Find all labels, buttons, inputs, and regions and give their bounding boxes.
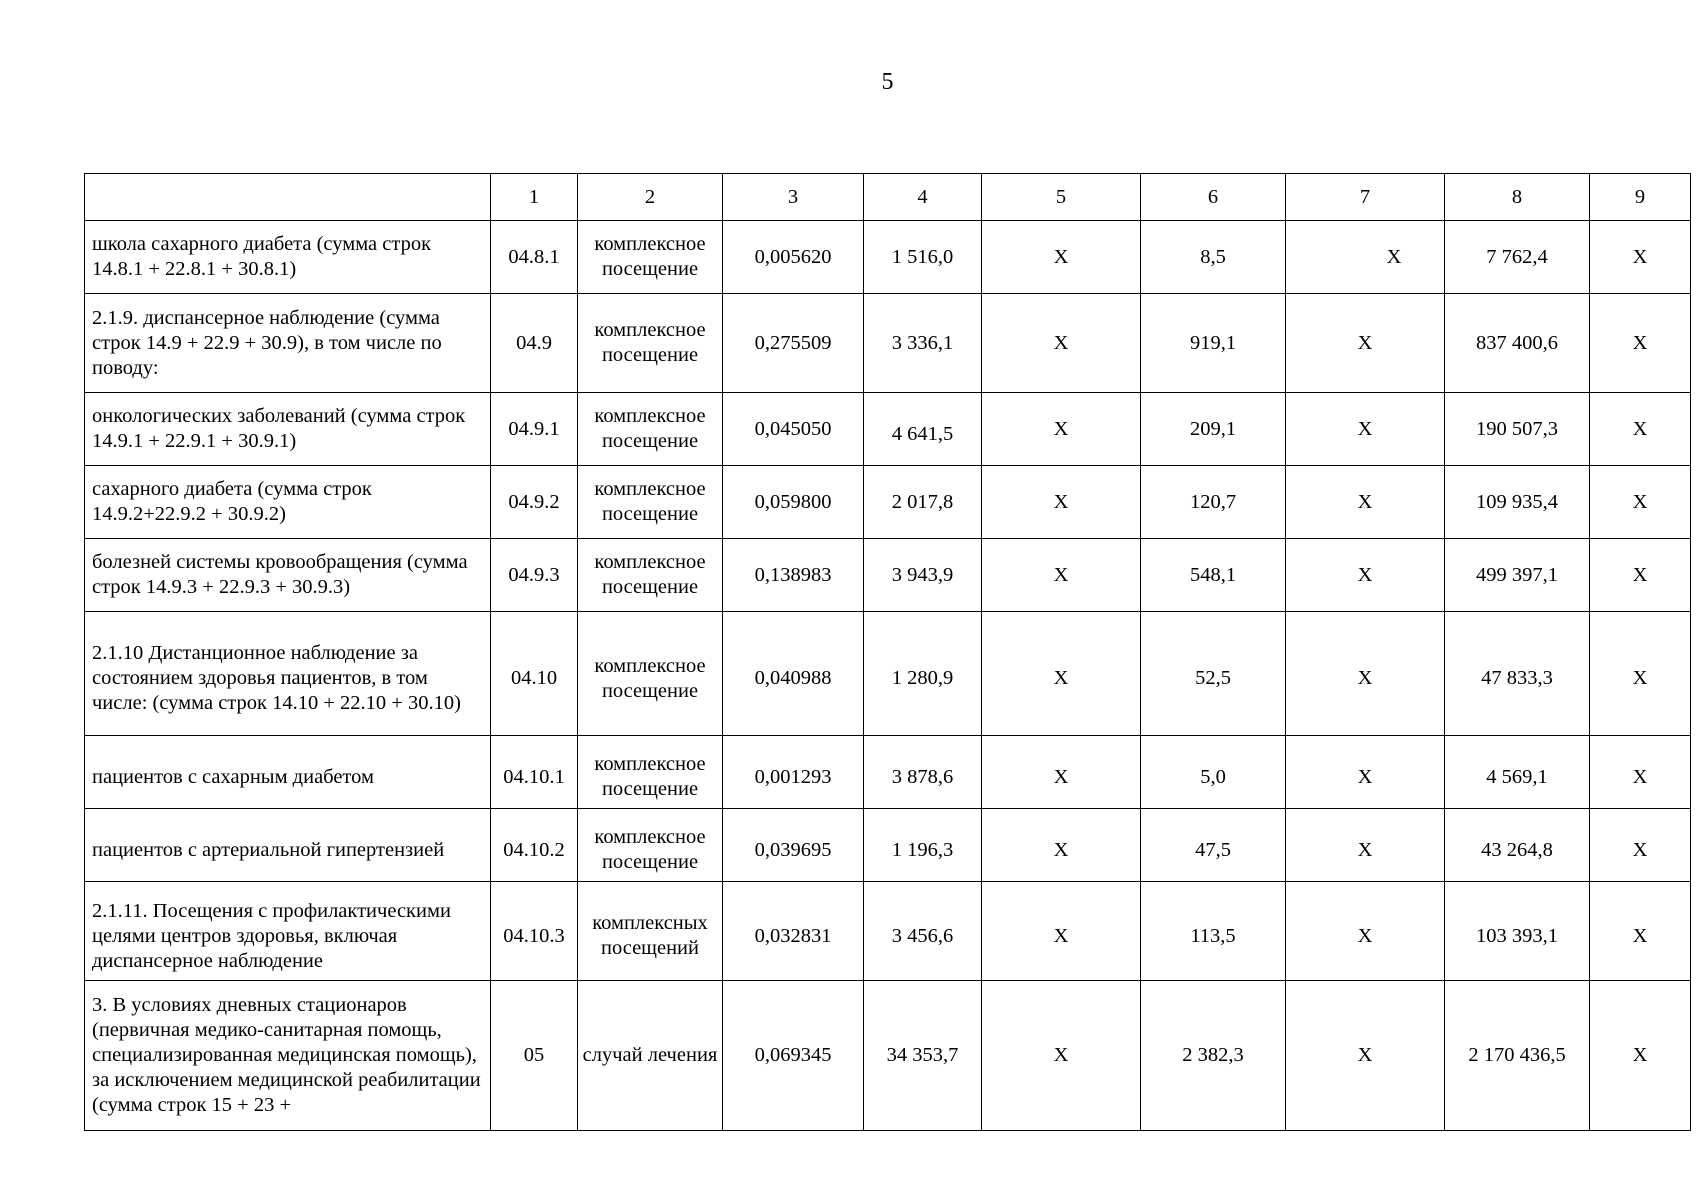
value-cell: Х [982,393,1141,466]
table-row [85,539,1691,612]
row-unit-cell: случай лечения [578,981,723,1131]
value-cell: Х [1590,736,1691,809]
row-unit-cell: комплексное посещение [578,393,723,466]
table-header-row [85,174,1691,221]
column-header: 4 [864,174,982,221]
value-cell: 1 516,0 [864,221,982,294]
value-cell: 0,045050 [723,393,864,466]
value-cell: 8,5 [1141,221,1286,294]
row-code-cell: 04.10.3 [491,882,578,981]
value-cell: 34 353,7 [864,981,982,1131]
value-cell: Х [1286,539,1445,612]
value-cell: 3 878,6 [864,736,982,809]
row-name-cell: пациентов с артериальной гипертензией [85,809,491,882]
value-cell: 4 641,5 [864,393,982,466]
row-name-cell: школа сахарного диабета (сумма строк 14.8.1 + 22.8.1 + 30.8.1) [85,221,491,294]
table-row [85,981,1691,1131]
column-header: 3 [723,174,864,221]
value-cell: 47 833,3 [1445,612,1590,736]
value-cell: Х [1286,221,1445,294]
value-cell: 47,5 [1141,809,1286,882]
value-cell: 52,5 [1141,612,1286,736]
value-cell: 3 456,6 [864,882,982,981]
row-name-cell: болезней системы кровообращения (сумма строк 14.9.3 + 22.9.3 + 30.9.3) [85,539,491,612]
value-cell: 2 382,3 [1141,981,1286,1131]
value-cell: Х [1286,294,1445,393]
value-cell: Х [1286,393,1445,466]
value-cell: Х [1286,809,1445,882]
row-code-cell: 04.10.2 [491,809,578,882]
value-cell: Х [982,466,1141,539]
row-unit-cell: комплексное посещение [578,221,723,294]
value-cell: 3 336,1 [864,294,982,393]
table-row [85,221,1691,294]
column-header: 8 [1445,174,1590,221]
value-cell: 0,040988 [723,612,864,736]
value-cell: 499 397,1 [1445,539,1590,612]
row-code-cell: 04.8.1 [491,221,578,294]
value-cell: Х [1286,466,1445,539]
row-code-cell: 04.9 [491,294,578,393]
value-cell: Х [1590,539,1691,612]
value-cell: 1 196,3 [864,809,982,882]
table-row [85,393,1691,466]
value-cell: 2 170 436,5 [1445,981,1590,1131]
value-cell: Х [1590,221,1691,294]
value-cell: 919,1 [1141,294,1286,393]
page-number: 5 [881,69,894,95]
row-name-cell: пациентов с сахарным диабетом [85,736,491,809]
value-cell: Х [1590,393,1691,466]
value-cell: 4 569,1 [1445,736,1590,809]
value-cell: Х [1286,882,1445,981]
table-row [85,736,1691,809]
value-cell: 3 943,9 [864,539,982,612]
value-cell: Х [1590,981,1691,1131]
value-cell: 43 264,8 [1445,809,1590,882]
row-unit-cell: комплексное посещение [578,736,723,809]
value-cell: 209,1 [1141,393,1286,466]
value-cell: 837 400,6 [1445,294,1590,393]
value-cell: 548,1 [1141,539,1286,612]
value-cell: 0,001293 [723,736,864,809]
value-cell: Х [1286,981,1445,1131]
value-cell: 109 935,4 [1445,466,1590,539]
value-cell: Х [1590,294,1691,393]
value-cell: 0,069345 [723,981,864,1131]
value-cell: 2 017,8 [864,466,982,539]
row-name-cell: 2.1.9. диспансерное наблюдение (сумма строк 14.9 + 22.9 + 30.9), в том числе по поводу: [85,294,491,393]
row-unit-cell: комплексное посещение [578,612,723,736]
data-table [84,173,1691,1131]
value-cell: Х [1286,612,1445,736]
value-cell: Х [982,882,1141,981]
value-cell: 1 280,9 [864,612,982,736]
column-header: 6 [1141,174,1286,221]
column-header: 2 [578,174,723,221]
row-unit-cell: комплексное посещение [578,809,723,882]
value-cell: Х [982,981,1141,1131]
row-unit-cell: комплексных посещений [578,882,723,981]
row-code-cell: 04.9.1 [491,393,578,466]
row-name-cell: 2.1.10 Дистанционное наблюдение за состоянием здоровья пациентов, в том числе: (сумма строк 14.10 + 22.10 + 30.10) [85,612,491,736]
value-cell: Х [982,809,1141,882]
value-cell: 0,059800 [723,466,864,539]
column-header: 5 [982,174,1141,221]
value-cell: Х [982,736,1141,809]
row-code-cell: 05 [491,981,578,1131]
table-row [85,809,1691,882]
value-cell: 0,032831 [723,882,864,981]
table-row [85,882,1691,981]
column-header: 1 [491,174,578,221]
row-code-cell: 04.9.2 [491,466,578,539]
column-header [85,174,491,221]
row-name-cell: 2.1.11. Посещения с профилактическими целями центров здоровья, включая диспансерное наблюдение [85,882,491,981]
table-row [85,294,1691,393]
value-cell: 7 762,4 [1445,221,1590,294]
value-cell: 0,138983 [723,539,864,612]
table-row [85,612,1691,736]
value-cell: Х [1590,882,1691,981]
row-code-cell: 04.10.1 [491,736,578,809]
value-cell: 0,275509 [723,294,864,393]
value-cell: Х [1286,736,1445,809]
value-cell: Х [1590,809,1691,882]
value-cell: Х [982,612,1141,736]
column-header: 9 [1590,174,1691,221]
row-name-cell: сахарного диабета (сумма строк 14.9.2+22.9.2 + 30.9.2) [85,466,491,539]
table-row [85,466,1691,539]
value-cell: Х [1590,612,1691,736]
row-unit-cell: комплексное посещение [578,294,723,393]
value-cell: 120,7 [1141,466,1286,539]
column-header: 7 [1286,174,1445,221]
value-cell: 0,005620 [723,221,864,294]
value-cell: Х [982,294,1141,393]
value-cell: 103 393,1 [1445,882,1590,981]
value-cell: 0,039695 [723,809,864,882]
row-name-cell: 3. В условиях дневных стационаров (первичная медико-санитарная помощь, специализированная медицинская помощь), за исключением медицинской реабилитации (сумма строк 15 + 23 + [85,981,491,1131]
row-name-cell: онкологических заболеваний (сумма строк 14.9.1 + 22.9.1 + 30.9.1) [85,393,491,466]
row-unit-cell: комплексное посещение [578,466,723,539]
value-cell: 5,0 [1141,736,1286,809]
value-cell: 113,5 [1141,882,1286,981]
row-unit-cell: комплексное посещение [578,539,723,612]
value-cell: Х [982,221,1141,294]
value-cell: 190 507,3 [1445,393,1590,466]
row-code-cell: 04.10 [491,612,578,736]
value-cell: Х [1590,466,1691,539]
row-code-cell: 04.9.3 [491,539,578,612]
value-cell: Х [982,539,1141,612]
